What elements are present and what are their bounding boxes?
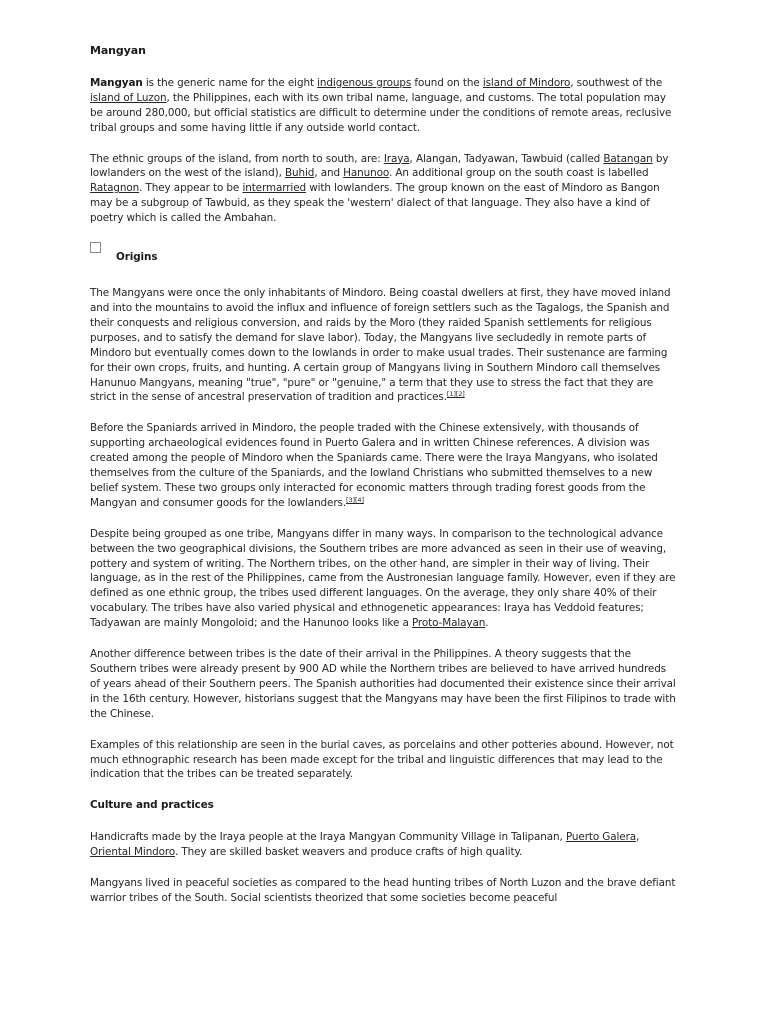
intro-text: , southwest of the xyxy=(570,76,663,89)
paragraph-text: , xyxy=(636,831,640,844)
citation xyxy=(346,496,364,504)
link-iraya[interactable]: Iraya xyxy=(383,152,410,165)
paragraph-text: . xyxy=(485,617,489,630)
link-buhid[interactable]: Buhid xyxy=(285,167,315,180)
groups-text: with lowlanders. The group known on the east of Mindoro as Bangon may be a subgroup of Tawbuid, as they speak the 'western' dialect of that language. They also have a kind of poetry which is called the Ambahan. xyxy=(90,182,660,225)
culture-heading: Culture and practices xyxy=(90,799,214,812)
link-proto-malayan[interactable]: Proto-Malayan xyxy=(411,617,486,630)
origins-heading: Origins xyxy=(116,251,158,264)
link-batangan[interactable]: Batangan xyxy=(603,152,653,165)
intro-text: , the Philippines, each with its own tribal name, language, and customs. The total population may be around 280,000, but official statistics are difficult to determine under the conditions of remote areas, reclusive tribal groups and some having little if any outside world contact. xyxy=(90,91,672,134)
paragraph-text: . They are skilled basket weavers and produce crafts of high quality. xyxy=(174,846,523,859)
ethnic-groups-paragraph xyxy=(90,152,678,227)
origins-paragraph-1 xyxy=(90,286,678,405)
origins-heading-row xyxy=(90,242,678,264)
document-page xyxy=(90,44,678,922)
intro-text: is the generic name for the eight xyxy=(142,76,318,89)
link-indigenous-groups[interactable]: indigenous groups xyxy=(317,76,412,89)
link-intermarried[interactable]: intermarried xyxy=(242,182,306,195)
paragraph-text: The Mangyans were once the only inhabitants of Mindoro. Being coastal dwellers at first, they have moved inland and into the mountains to avoid the influx and influence of foreign settlers such as the Tagalogs, the Spanish and their conquests and religious conversion, and raids by the Moro (they raided Spanish settlements for religious purposes, and to satisfy the demand for slave labor). Today, the Mangyans live secludedly in remote parts of Mindoro but eventually comes down to the lowlands in order to make usual trades. Their sustenance are farming for their own crops, fruits, and hunting. A certain group of Mangyans living in Southern Mindoro call themselves Hanunuo Mangyans, meaning "true", "pure" or "genuine," a term that they use to stress the fact that they are strict in the sense of ancestral preservation of tradition and practices. xyxy=(90,287,671,404)
broken-image-icon xyxy=(90,242,101,253)
groups-text: , and xyxy=(314,167,344,180)
origins-paragraph-3 xyxy=(90,527,678,631)
paragraph-text: Handicrafts made by the Iraya people at the Iraya Mangyan Community Village in Talipanan, xyxy=(90,831,566,844)
intro-bold-term: Mangyan xyxy=(90,76,143,89)
origins-paragraph-4: Another difference between tribes is the date of their arrival in the Philippines. A theory suggests that the Southern tribes were already present by 900 AD while the Northern tribes are believed to have arrived hundreds of years ahead of their Southern peers. The Spanish authorities had documented their existence since their arrival in the 16th century. However, historians suggest that the Mangyans may have been the first Filipinos to trade with the Chinese. xyxy=(90,648,676,720)
groups-text: , Alangan, Tadyawan, Tawbuid (called xyxy=(409,152,604,165)
link-oriental-mindoro[interactable]: Oriental Mindoro xyxy=(90,846,175,859)
link-puerto-galera[interactable]: Puerto Galera xyxy=(565,831,637,844)
groups-text: . An additional group on the south coast is labelled xyxy=(388,167,649,180)
groups-text: . They appear to be xyxy=(139,182,243,195)
link-ratagnon[interactable]: Ratagnon xyxy=(90,182,140,195)
groups-text: by lowlanders on the west of the island), xyxy=(90,152,669,180)
link-island-of-luzon[interactable]: island of Luzon xyxy=(90,91,167,104)
citation xyxy=(447,390,465,398)
origins-paragraph-2 xyxy=(90,421,678,510)
intro-text: found on the xyxy=(411,76,483,89)
culture-paragraph-2: Mangyans lived in peaceful societies as compared to the head hunting tribes of North Luzon and the brave defiant warrior tribes of the South. Social scientists theorized that some societies become peaceful xyxy=(90,877,676,904)
link-island-of-mindoro[interactable]: island of Mindoro xyxy=(482,76,571,89)
paragraph-text: Despite being grouped as one tribe, Mangyans differ in many ways. In comparison to the technological advance between the two geographical divisions, the Southern tribes are more advanced as seen in their use of weaving, pottery and system of writing. The Northern tribes, on the other hand, are simpler in their way of living. Their language, as in the rest of the Philippines, came from the Austronesian language family. However, even if they are defined as one ethnic group, the tribes used different languages. On the average, they only share 40% of their vocabulary. The tribes have also varied physical and ethnogenetic appearances: Iraya has Veddoid features; Tadyawan are mainly Mongoloid; and the Hanunoo looks like a xyxy=(90,527,676,630)
origins-paragraph-5: Examples of this relationship are seen in the burial caves, as porcelains and other potteries abound. However, not much ethnographic research has been made except for the tribal and linguistic differences that may lead to the indication that the tribes can be treated separately. xyxy=(90,738,674,781)
intro-paragraph xyxy=(90,76,678,136)
paragraph-text: Before the Spaniards arrived in Mindoro, the people traded with the Chinese extensively, with thousands of supporting archaeological evidences found in Puerto Galera and in written Chinese references. A division was created among the people of Mindoro when the Spaniards came. There were the Iraya Mangyans, who isolated themselves from the culture of the Spaniards, and the lowland Christians who submitted themselves to a new belief system. These two groups only interacted for economic matters through trading forest goods from the Mangyan and consumer goods for the lowlanders. xyxy=(90,422,658,509)
page-title: Mangyan xyxy=(90,44,146,57)
culture-paragraph-1 xyxy=(90,830,678,860)
link-hanunoo[interactable]: Hanunoo xyxy=(343,167,389,180)
citation-link-1[interactable]: [1] xyxy=(446,390,456,399)
citation-link-2[interactable]: [2] xyxy=(455,390,465,399)
citation-link-4[interactable]: [4] xyxy=(354,495,364,504)
citation-link-3[interactable]: [3] xyxy=(346,495,355,504)
groups-text: The ethnic groups of the island, from north to south, are: xyxy=(90,152,384,165)
